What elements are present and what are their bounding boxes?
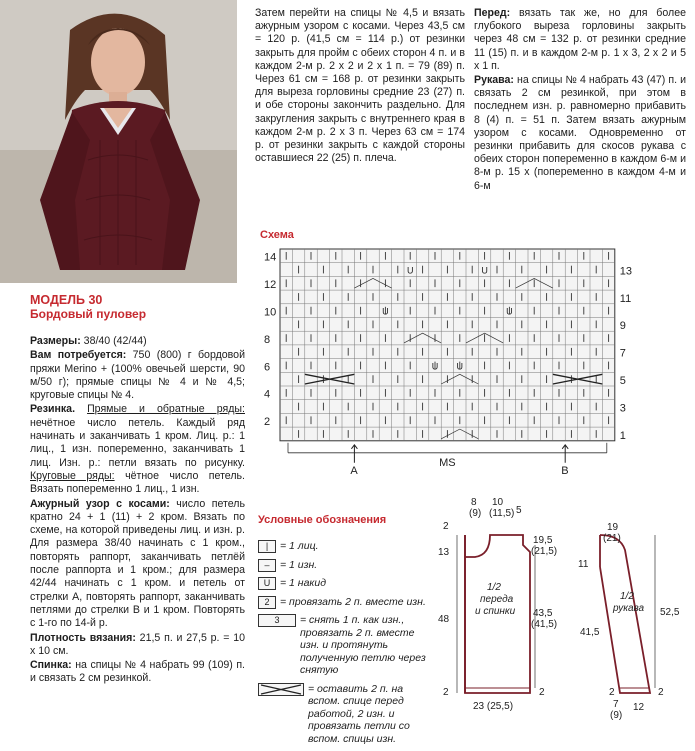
sleeve-11: 11 (578, 559, 589, 570)
sleeve-schematic (578, 522, 680, 721)
model-photo (0, 0, 237, 283)
legend-skpo (258, 614, 433, 677)
row-label-right: 11 (619, 292, 632, 305)
body-top-2: 2 (443, 521, 449, 532)
left-column (30, 293, 245, 687)
lace-paragraph (30, 498, 245, 631)
purl-symbol: – (258, 559, 276, 572)
legend-k2tog-text: = провязать 2 п. вместе изн. (280, 595, 426, 608)
sleeve-52-5: 52,5 (660, 607, 680, 618)
front-paragraph (474, 7, 686, 73)
front-label: Перед: (474, 7, 511, 19)
row-label-right: 5 (619, 375, 626, 387)
body-top-9: (9) (469, 508, 482, 519)
instructions-column-2: Затем перейти на спицы № 4,5 и вязать ажурным узором с косами. Через 43,5 см = 120 р. (41,5 см = 114 р.) от резинки закрыть для пройм с обеих сторон 4 п. и в каждом 2-м р. 2 x 2 и 2 x 1 п. = 79 (89) п. Через 61 см = 168 р. от резинки закрыть для выреза горловины средние 23 (27) п. и обе стороны закончить раздельно. Для закругления закрыть с внутреннего края в каждом 2-м р. 2 x 3 п. Через 63 см = 174 р. от резинки закрыть с каждой стороны оставшиеся 22 (25) п. плеча. (255, 7, 465, 165)
materials-label: Вам потребуется: (30, 349, 127, 362)
row-label-left: 2 (264, 416, 271, 429)
sleeve-name: рукава (613, 603, 645, 614)
density-label: Плотность вязания: (30, 631, 136, 644)
sleeve-2-right: 2 (658, 687, 664, 698)
yarn-over-mark: U (456, 361, 464, 372)
body-and-back: и спинки (475, 606, 516, 617)
back-paragraph (30, 659, 245, 686)
row-label-left: 8 (264, 333, 271, 346)
body-top-8: 8 (471, 497, 477, 508)
sizes-value: 38/40 (42/44) (80, 335, 147, 347)
legend-k2tog (258, 596, 433, 609)
sleeve-9: (9) (610, 710, 623, 721)
label-a: A (350, 464, 358, 477)
model-title: МОДЕЛЬ 30 (30, 293, 103, 307)
body-48: 48 (438, 614, 450, 625)
model-photo-illustration (0, 0, 237, 283)
arrow-b-icon (562, 445, 568, 463)
row-label-right: 13 (619, 265, 633, 278)
row-label-left: 10 (264, 306, 277, 319)
sleeve-half: 1/2 (620, 591, 634, 602)
row-label-right: 1 (619, 429, 626, 442)
body-front: переда (480, 594, 514, 605)
legend-title: Условные обозначения (258, 514, 387, 526)
sizes-label: Размеры: (30, 335, 81, 347)
row-label-left: 14 (264, 251, 277, 264)
density-paragraph (30, 632, 245, 659)
body-19-5: 19,5 (533, 535, 553, 546)
row-label-left: 4 (264, 388, 271, 401)
rib-flat-label: Прямые и обратные ряды: (87, 403, 245, 416)
legend-skpo-text: = снять 1 п. как изн., провязать 2 п. вместе изн. и протянуть полученную петлю через снятую (300, 614, 426, 676)
lace-value: число петель кратно 24 + 1 (11) + 2 кром. Вязать по схеме, на которой приведены лиц. и изн. р. Для размера 38/40 начинать с 1 кром., повторять раппорт, заканчивать петлёй после раппорта и 1 кром.; для размера 42/44 начинать с 1 кром. и петель от стрелки A, повторять раппорт, заканчивать петлями до стрелки B и 1 кром. Повторять с 1-го по 14-й р. (30, 497, 245, 630)
sleeve-paragraph (474, 74, 686, 193)
cable-symbol (258, 683, 304, 696)
pattern-schematics (435, 495, 695, 740)
rib-paragraph (30, 403, 245, 496)
yarn-over-mark: U (406, 265, 414, 276)
body-top-5: 5 (516, 505, 522, 516)
row-label-left: 12 (264, 279, 277, 292)
density-value: 21,5 п. и 27,5 р. = 10 x 10 см. (30, 631, 246, 657)
body-bottom-2-right: 2 (539, 687, 545, 698)
rib-flat-text: нечётное число петель. Каждый ряд начинать и заканчивать 1 кром. Лиц. р.: 1 лиц., 1 изн. попеременно, заканчивать 1 лиц. Изн. р.: петли вязать по рисунку. (30, 416, 245, 469)
cable-icon (259, 684, 303, 695)
sleeve-19: 19 (607, 522, 619, 533)
body-43-5: 43,5 (533, 608, 553, 619)
back-label: Спинка: (30, 659, 72, 672)
instructions-column-3 (474, 7, 686, 194)
body-top-10: 10 (492, 497, 504, 508)
back-value: на спицы № 4 набрать 99 (109) п. и связать 2 см резинкой. (30, 659, 245, 685)
label-ms: MS (439, 456, 456, 469)
knitting-chart (250, 244, 650, 484)
yarn-over-mark: U (481, 265, 488, 276)
yarn-over-mark: U (431, 361, 439, 372)
yarn-over-symbol: U (258, 577, 276, 590)
sleeve-label: Рукава: (474, 74, 514, 87)
front-value: вязать так же, но для более глубокого выреза горловины закрыть через 48 см = 132 р. от резинки средние 11 (15) п. и в каждом 2-м р. 1 x 3, 2 x 2 и 5 x 1 п. (474, 7, 686, 72)
legend-knit-text: = 1 лиц. (280, 540, 319, 552)
sleeve-2-left: 2 (609, 687, 615, 698)
model-subtitle: Бордовый пуловер (30, 307, 147, 321)
legend-cable (258, 683, 433, 746)
legend-knit (258, 540, 433, 553)
legend-cable-text: = оставить 2 п. на вспом. спице перед работой, 2 изн. и провязать петли со вспом. спицы изн. (308, 682, 410, 745)
sizes-paragraph (30, 335, 245, 348)
decrease-3-symbol: 3 (258, 614, 296, 627)
body-bottom-2-left: 2 (443, 687, 449, 698)
knit-symbol: | (258, 540, 276, 553)
body-41-5: (41,5) (531, 619, 558, 630)
row-label-left: 6 (264, 361, 271, 374)
legend-purl (258, 559, 433, 572)
body-top-11-5: (11,5) (489, 508, 515, 519)
rib-label: Резинка. (30, 403, 76, 416)
decrease-2-symbol: 2 (258, 596, 276, 609)
sleeve-12: 12 (633, 702, 645, 713)
sleeve-41-5: 41,5 (580, 627, 600, 638)
yarn-over-mark: U (506, 306, 513, 317)
legend-purl-text: = 1 изн. (280, 558, 318, 571)
body-13: 13 (438, 547, 450, 558)
materials-paragraph (30, 349, 245, 402)
legend-yo-text: = 1 накид (280, 577, 327, 589)
rib-round-label: Круговые ряды: (30, 469, 115, 482)
arrow-a-icon (351, 445, 357, 463)
sleeve-21: (21) (603, 533, 621, 544)
row-label-right: 9 (619, 320, 626, 333)
body-half: 1/2 (487, 582, 501, 593)
sleeve-7: 7 (613, 699, 619, 710)
legend (258, 540, 433, 751)
chart-title: Схема (260, 229, 294, 241)
yarn-over-mark: U (382, 306, 389, 317)
sleeve-value: на спицы № 4 набрать 43 (47) п. и связать 2 см резинкой, при этом в последнем изн. р. равномерно прибавить 8 (4) п. = 51 п. Затем вязать ажурным узором с косами. Одновременно от резинки прибавить для скосов рукава с обеих сторон попеременно в каждом 6-м и 8-м р. 15 x (попеременно в каждом 4-м и 6-м (474, 74, 686, 192)
lace-label: Ажурный узор с косами: (30, 497, 170, 510)
body-width: 23 (25,5) (473, 701, 514, 712)
row-label-right: 7 (619, 347, 626, 360)
body-21-5: (21,5) (531, 546, 558, 557)
label-b: B (561, 464, 569, 477)
body-schematic (438, 497, 557, 712)
legend-yo (258, 577, 433, 590)
rib-round-text: чётное число петель. Вязать попеременно 1 лиц., 1 изн. (30, 469, 245, 496)
materials-value: 750 (800) г бордовой пряжи Merino + (100% овечьей шерсти, 90 м/50 г); прямые спицы № 4 и № 4,5; круговые спицы № 4. (30, 349, 245, 402)
row-label-right: 3 (619, 402, 626, 415)
